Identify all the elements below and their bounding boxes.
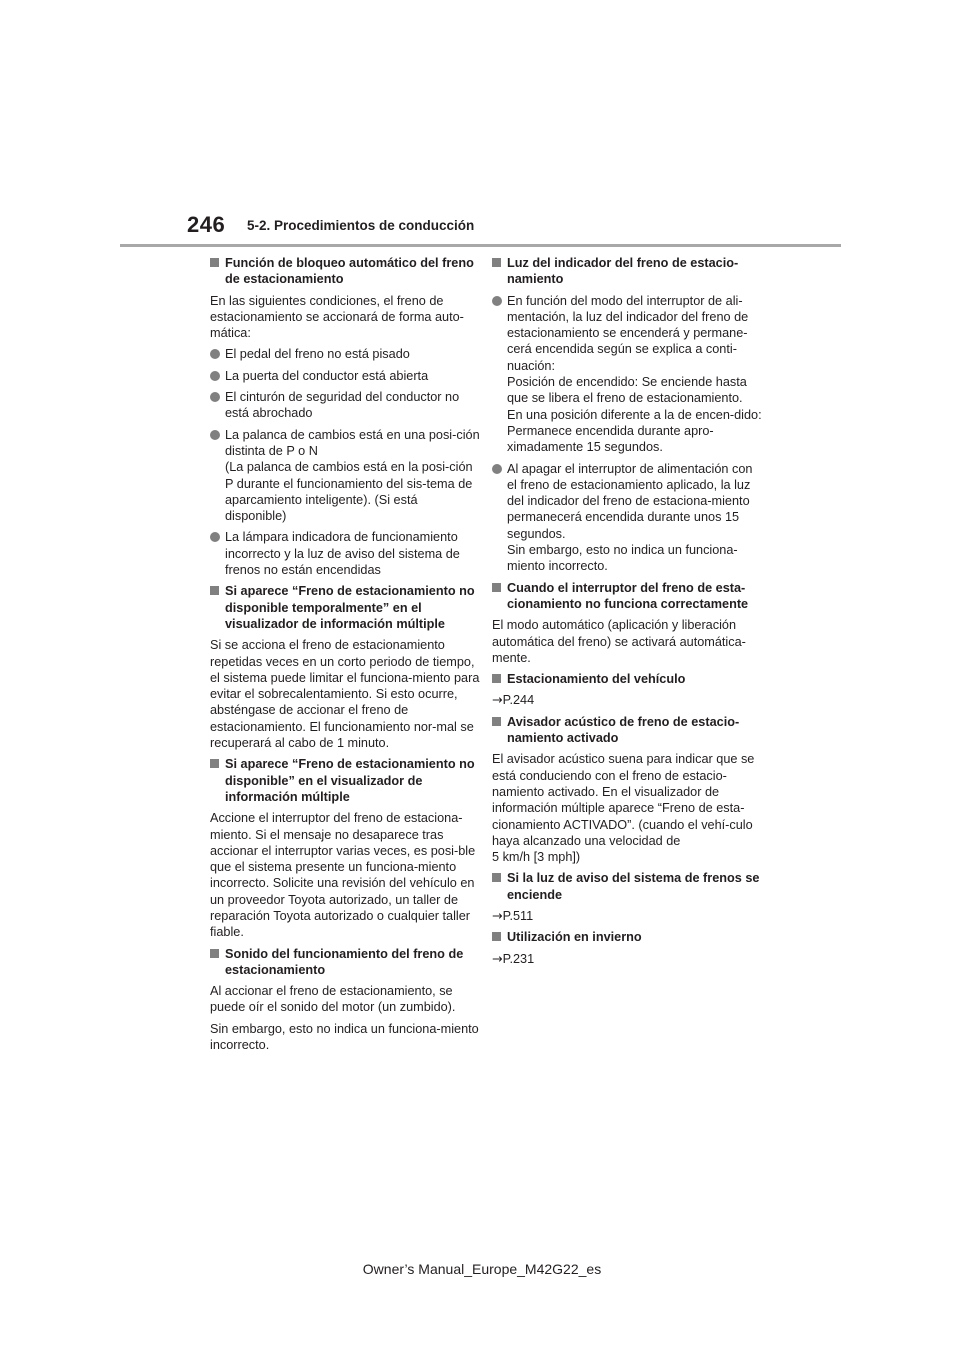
paragraph-text: Al accionar el freno de estacionamiento, se puede oír el sonido del motor (un zumbido). bbox=[210, 984, 456, 1015]
circle-bullet-icon bbox=[210, 430, 220, 440]
heading-text: Luz del indicador del freno de estacio-namiento bbox=[507, 256, 739, 287]
circle-bullet-icon bbox=[492, 464, 502, 474]
list-item-text: La lámpara indicadora de funcionamiento incorrecto y la luz de aviso del sistema de frenos no están encendidas bbox=[225, 530, 460, 578]
section-heading bbox=[210, 946, 482, 979]
list-item bbox=[210, 346, 482, 362]
heading-text: Si aparece “Freno de estacionamiento no disponible” en el visualizador de información múltiple bbox=[225, 757, 475, 804]
square-bullet-icon bbox=[492, 932, 501, 941]
page-footer bbox=[0, 1260, 960, 1278]
list-item bbox=[492, 461, 764, 575]
paragraph-text: Si se acciona el freno de estacionamiento repetidas veces en un corto periodo de tiempo, el sistema puede limitar el funciona-miento para evitar el sobrecalentamiento. Si esto ocurre, absténgase de accionar el freno de estacionamiento. El funcionamiento nor-mal se recuperará al cabo de 1 minuto. bbox=[210, 638, 480, 751]
page-reference bbox=[492, 951, 764, 967]
paragraph-text: Sin embargo, esto no indica un funciona-miento incorrecto. bbox=[210, 1021, 479, 1053]
right-column bbox=[492, 255, 764, 972]
section-heading bbox=[210, 255, 482, 288]
list-item-text: Al apagar el interruptor de alimentación con el freno de estacionamiento aplicado, la luz del indicador del freno de estaciona-miento permanecerá encendida durante unos 15 segundos. Sin embargo, esto no indica un funciona-miento incorrecto. bbox=[507, 461, 753, 574]
heading-text: Función de bloqueo automático del freno de estacionamiento bbox=[225, 256, 474, 287]
square-bullet-icon bbox=[210, 258, 219, 267]
paragraph bbox=[210, 293, 482, 342]
circle-bullet-icon bbox=[210, 532, 220, 542]
paragraph-text: En las siguientes condiciones, el freno de estacionamiento se accionará de forma auto-mática: bbox=[210, 293, 464, 341]
section-heading bbox=[210, 583, 482, 632]
circle-bullet-icon bbox=[210, 371, 220, 381]
reference-text: P.511 bbox=[502, 908, 534, 923]
list-item bbox=[210, 529, 482, 578]
circle-bullet-icon bbox=[210, 392, 220, 402]
heading-text: Cuando el interruptor del freno de esta-cionamiento no funciona correctamente bbox=[507, 580, 749, 611]
arrow-right-icon: → bbox=[492, 950, 503, 966]
heading-text: Estacionamiento del vehículo bbox=[507, 672, 686, 687]
paragraph-text: El modo automático (aplicación y liberación automática del freno) se activará automática-mente. bbox=[492, 618, 746, 665]
paragraph-text: Accione el interruptor del freno de estaciona-miento. Si el mensaje no desaparece tras accionar el interruptor varias veces, es posi-ble que el sistema presente un funciona-miento incorrecto. Solicite una revisión del vehículo en un proveedor Toyota autorizado, un taller de reparación Toyota autorizado o cualquier taller fiable. bbox=[210, 811, 476, 940]
heading-text: Sonido del funcionamiento del freno de estacionamiento bbox=[225, 946, 464, 977]
page-header bbox=[0, 0, 960, 250]
section-title: 5-2. Procedimientos de conducción bbox=[247, 218, 475, 233]
heading-text: Si la luz de aviso del sistema de frenos se enciende bbox=[507, 871, 760, 902]
circle-bullet-icon bbox=[210, 349, 220, 359]
list-item bbox=[210, 427, 482, 525]
list-item-text: El pedal del freno no está pisado bbox=[225, 347, 410, 362]
square-bullet-icon bbox=[492, 717, 501, 726]
square-bullet-icon bbox=[492, 873, 501, 882]
paragraph bbox=[210, 810, 482, 940]
list-item bbox=[492, 293, 764, 456]
paragraph bbox=[210, 637, 482, 751]
paragraph bbox=[210, 983, 482, 1016]
reference-text: P.244 bbox=[502, 693, 535, 708]
paragraph-text: El avisador acústico suena para indicar que se está conduciendo con el freno de estacio-namiento activado. En el visualizador de información múltiple aparece “Freno de esta-cionamiento ACTIVADO”. (cuando el vehí-culo haya alcanzado una velocidad de 5 km/h [3 mph]) bbox=[492, 752, 755, 865]
list-item-text: La palanca de cambios está en una posi-ción distinta de P o N (La palanca de cambios está en la posi-ción P durante el funcionamiento del sis-tema de aparcamiento inteligente). (Si está disponible) bbox=[225, 427, 480, 524]
reference-text: P.231 bbox=[502, 951, 535, 966]
section-heading bbox=[492, 671, 764, 687]
heading-text: Utilización en invierno bbox=[507, 930, 642, 945]
footer-text: Owner’s Manual_Europe_M42G22_es bbox=[362, 1261, 602, 1277]
list-item-text: El cinturón de seguridad del conductor no está abrochado bbox=[225, 390, 460, 421]
list-item bbox=[210, 389, 482, 422]
list-item-text: La puerta del conductor está abierta bbox=[225, 368, 429, 383]
page-reference bbox=[492, 908, 764, 924]
heading-text: Si aparece “Freno de estacionamiento no disponible temporalmente” en el visualizador de información múltiple bbox=[225, 584, 475, 631]
section-heading bbox=[210, 756, 482, 805]
page-reference bbox=[492, 692, 764, 708]
square-bullet-icon bbox=[492, 583, 501, 592]
paragraph bbox=[492, 617, 764, 666]
arrow-right-icon: → bbox=[492, 692, 503, 708]
section-heading bbox=[492, 929, 764, 945]
page-number: 246 bbox=[187, 212, 226, 237]
section-heading bbox=[492, 714, 764, 747]
list-item bbox=[210, 368, 482, 384]
section-heading bbox=[492, 255, 764, 288]
header-divider bbox=[120, 244, 841, 247]
square-bullet-icon bbox=[492, 674, 501, 683]
square-bullet-icon bbox=[210, 949, 219, 958]
circle-bullet-icon bbox=[492, 296, 502, 306]
arrow-right-icon: → bbox=[492, 907, 503, 923]
square-bullet-icon bbox=[492, 258, 501, 267]
paragraph bbox=[492, 751, 764, 865]
list-item-text: En función del modo del interruptor de ali-mentación, la luz del indicador del freno de estacionamiento se encenderá y permane-cerá encendida según se explica a conti-nuación: Posición de encendido: Se enciende hasta que se libera el freno de estacionamiento. En una posición diferente a la de encen-dido: Permanece encendida durante apro-ximadamente 15 segundos. bbox=[507, 293, 762, 455]
heading-text: Avisador acústico de freno de estacio-namiento activado bbox=[507, 714, 740, 746]
section-heading bbox=[492, 580, 764, 613]
left-column bbox=[210, 255, 482, 1058]
section-heading bbox=[492, 870, 764, 903]
square-bullet-icon bbox=[210, 759, 219, 768]
paragraph bbox=[210, 1021, 482, 1054]
square-bullet-icon bbox=[210, 586, 219, 595]
